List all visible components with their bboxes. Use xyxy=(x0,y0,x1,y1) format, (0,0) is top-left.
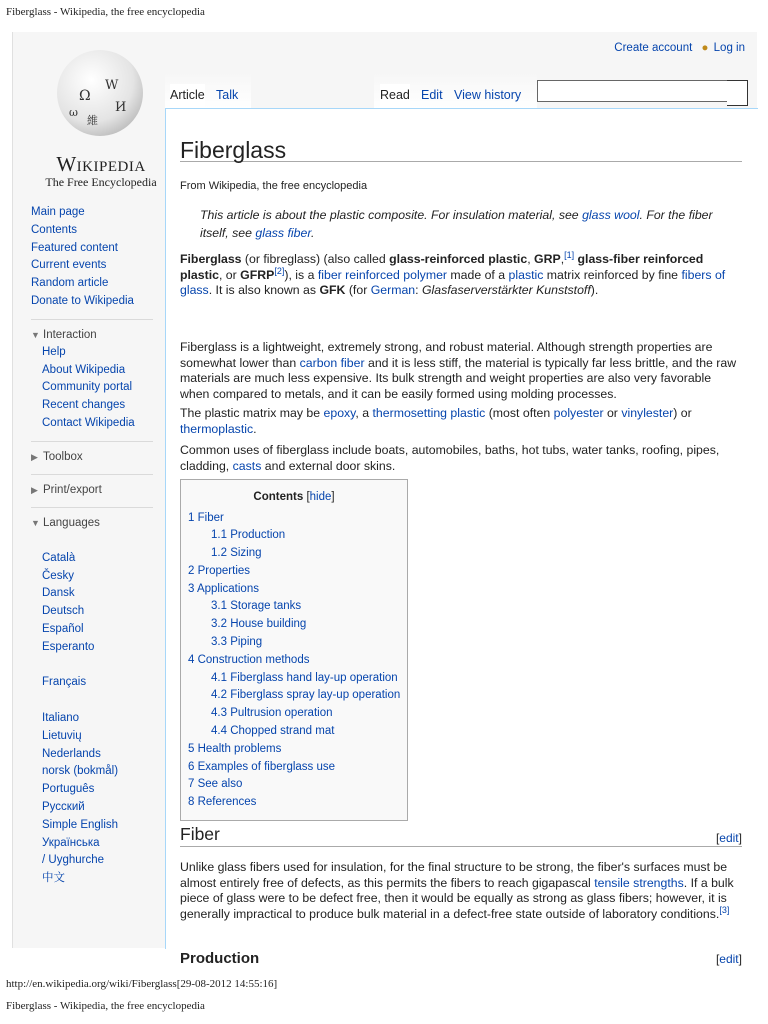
toolbox-toggle[interactable]: ▶ Toolbox xyxy=(31,448,161,466)
language-list xyxy=(31,550,161,888)
search-button[interactable] xyxy=(727,80,748,106)
toc-item[interactable]: 1.1 Production xyxy=(211,529,286,542)
logo-tagline: The Free Encyclopedia xyxy=(45,175,157,189)
link-thermosetting-plastic[interactable]: thermosetting plastic xyxy=(372,406,486,420)
reference-2[interactable]: [2] xyxy=(274,265,285,276)
link-vinylester[interactable]: vinylester xyxy=(621,406,674,420)
triangle-right-icon: ▶ xyxy=(31,484,38,495)
paragraph-properties-summary: Fiberglass is a lightweight, extremely strong, and robust material. Although strength properties are somewhat lower than carbon fiber and it is less stiff, the material is typically far less brittle, and the raw materials are much less expensive. Its bulk strength and weight properties are also very favorable when compared to metals, and it can be easily formed using molding processes. xyxy=(180,340,737,401)
tab-read[interactable]: Read xyxy=(380,84,410,110)
site-subtitle: From Wikipedia, the free encyclopedia xyxy=(180,180,368,192)
language-link[interactable]: Català xyxy=(42,551,76,564)
sidebar-item-recent-changes[interactable]: Recent changes xyxy=(42,399,126,412)
interaction-toggle[interactable]: ▼ Interaction xyxy=(31,326,161,344)
language-link xyxy=(42,657,161,675)
toc-list xyxy=(188,510,407,813)
link-fibers-of-glass[interactable]: fibers of glass xyxy=(180,267,726,298)
globe-glyph: ω xyxy=(69,106,78,119)
toc-item[interactable]: 3 Applications xyxy=(188,582,259,595)
browser-page xyxy=(12,32,757,967)
sidebar-item-contents[interactable]: Contents xyxy=(31,223,78,236)
link-thermoplastic[interactable]: thermoplastic xyxy=(180,421,254,436)
sidebar-item-main-page[interactable]: Main page xyxy=(31,206,85,218)
lead-paragraph: Fiberglass (or fibreglass) (also called glass-reinforced plastic, GRP,[1] glass-fiber reinforced plastic, or GFRP[2]), is a fiber reinforced polymer made of a plastic matrix reinforced by fine fibers of glass. It is also known as GFK (for German: Glasfaserverstärkter Kunststoff). xyxy=(180,249,726,298)
tab-talk[interactable]: Talk xyxy=(216,88,239,102)
language-link[interactable]: / Uyghurche xyxy=(42,854,105,867)
sidebar-item-donate[interactable]: Donate to Wikipedia xyxy=(31,294,134,307)
toc-item[interactable]: 4.2 Fiberglass spray lay-up operation xyxy=(211,689,401,702)
sidebar-item-random-article[interactable]: Random article xyxy=(31,277,109,290)
link-glass-fiber[interactable]: glass fiber xyxy=(255,226,311,240)
puzzle-globe-icon xyxy=(57,50,143,136)
triangle-down-icon: ▼ xyxy=(31,329,40,340)
sidebar-divider xyxy=(31,441,153,442)
search-input[interactable] xyxy=(537,80,729,102)
language-link[interactable]: Deutsch xyxy=(42,605,85,618)
globe-glyph: И xyxy=(115,100,127,115)
link-plastic[interactable]: plastic xyxy=(508,267,544,282)
content-area xyxy=(165,108,758,967)
sidebar-item-featured-content[interactable]: Featured content xyxy=(31,241,118,254)
sidebar-item-current-events[interactable]: Current events xyxy=(31,259,107,272)
wikipedia-wordmark: Wikipedia xyxy=(56,152,146,176)
sidebar-item-about[interactable]: About Wikipedia xyxy=(42,363,126,376)
toc-hide-link[interactable]: hide xyxy=(309,491,332,503)
languages-toggle[interactable]: ▼ Languages xyxy=(31,514,161,532)
toc-title: Contents [hide] xyxy=(253,491,335,503)
toc-item[interactable]: 4 Construction methods xyxy=(188,653,310,666)
print-export-toggle[interactable]: ▶ Print/export xyxy=(31,481,161,499)
language-link[interactable]: norsk (bokmål) xyxy=(42,765,119,778)
triangle-right-icon: ▶ xyxy=(31,451,38,462)
language-link[interactable]: Español xyxy=(42,622,84,635)
globe-glyph: Ω xyxy=(79,88,91,104)
sidebar-divider xyxy=(31,507,153,508)
toc-item[interactable]: 3.3 Piping xyxy=(211,636,263,649)
language-link[interactable]: Українська xyxy=(42,836,100,849)
link-glass-wool[interactable]: glass wool xyxy=(582,208,640,222)
toc-item[interactable]: 2 Properties xyxy=(188,564,251,577)
toc-item[interactable]: 7 See also xyxy=(188,778,243,791)
login-link[interactable]: Log in xyxy=(713,42,745,54)
hatnote: This article is about the plastic composite. For insulation material, see glass wool. For the fiber itself, see glass fiber. xyxy=(200,208,713,240)
section-heading-production: Production [edit] xyxy=(180,950,742,967)
toc-item[interactable]: 6 Examples of fiberglass use xyxy=(188,760,336,773)
edit-section-production[interactable]: edit xyxy=(719,952,739,966)
tab-view-history[interactable]: View history xyxy=(454,88,522,102)
language-link[interactable]: Dansk xyxy=(42,587,75,600)
personal-links xyxy=(614,42,745,54)
reference-3[interactable]: [3] xyxy=(719,904,730,915)
sidebar-item-contact[interactable]: Contact Wikipedia xyxy=(42,416,135,429)
language-link[interactable]: Česky xyxy=(42,569,74,582)
toc-item[interactable]: 1 Fiber xyxy=(188,511,224,524)
toc-item[interactable]: 4.4 Chopped strand mat xyxy=(211,725,335,738)
link-epoxy[interactable]: epoxy xyxy=(323,406,356,420)
toc-item[interactable]: 1.2 Sizing xyxy=(211,547,262,560)
language-link[interactable]: Simple English xyxy=(42,818,119,831)
page-title: Fiberglass xyxy=(180,143,742,162)
paragraph-fiber: Unlike glass fibers used for insulation, for the final structure to be strong, the fiber's surfaces must be almost entirely free of defects, as this permits the fibers to reach gigapascal tensile strengths. If a bulk piece of glass were to be defect free, then it would be equally as strong as glass fibers; however, it is generally impractical to produce bulk material in a defect-free state outside of laboratory conditions.[3] xyxy=(180,860,734,921)
paragraph-matrix: The plastic matrix may be epoxy, a thermosetting plastic (most often polyester or vinylester) or thermoplastic. xyxy=(180,406,692,436)
globe-glyph: W xyxy=(105,78,119,93)
section-heading-fiber: Fiber [edit] xyxy=(180,824,742,845)
link-casts[interactable]: casts xyxy=(232,458,262,473)
toc-item[interactable]: 3.2 House building xyxy=(211,618,307,631)
language-link[interactable]: Esperanto xyxy=(42,640,95,653)
sidebar xyxy=(31,204,161,888)
print-header: Fiberglass - Wikipedia, the free encyclopedia xyxy=(6,6,205,18)
tab-article[interactable]: Article xyxy=(170,84,205,110)
language-link[interactable]: Italiano xyxy=(42,711,80,724)
toc-item[interactable]: 4.3 Pultrusion operation xyxy=(211,707,333,720)
create-account-link[interactable]: Create account xyxy=(614,42,693,54)
user-icon: ● xyxy=(701,42,709,54)
language-link[interactable]: Nederlands xyxy=(42,747,101,760)
sidebar-item-help[interactable]: Help xyxy=(42,345,66,358)
sidebar-item-community-portal[interactable]: Community portal xyxy=(42,381,133,394)
language-link[interactable]: Русский xyxy=(42,800,85,813)
wikipedia-logo[interactable] xyxy=(33,44,173,189)
tab-edit[interactable]: Edit xyxy=(421,88,443,102)
print-footer-title: Fiberglass - Wikipedia, the free encyclopedia xyxy=(6,1000,205,1012)
language-link[interactable]: 中文 xyxy=(42,872,65,885)
paragraph-uses: Common uses of fiberglass include boats, automobiles, baths, hot tubs, water tanks, roofing, pipes, cladding, casts and external door skins. xyxy=(180,443,720,473)
toc-item[interactable]: 4.1 Fiberglass hand lay-up operation xyxy=(211,671,398,684)
print-footer-url: http://en.wikipedia.org/wiki/Fiberglass[29-08-2012 14:55:16] xyxy=(6,978,278,990)
language-link[interactable]: Português xyxy=(42,783,95,796)
toc-item[interactable]: 8 References xyxy=(188,796,257,809)
globe-glyph: 維 xyxy=(87,114,98,127)
link-fiber-reinforced-polymer[interactable]: fiber reinforced polymer xyxy=(317,267,447,282)
toc-item[interactable]: 5 Health problems xyxy=(188,742,282,755)
link-german[interactable]: German xyxy=(370,283,416,298)
reference-1[interactable]: [1] xyxy=(564,249,575,260)
language-link[interactable]: Lietuvių xyxy=(42,729,82,742)
link-polyester[interactable]: polyester xyxy=(553,406,604,420)
link-carbon-fiber[interactable]: carbon fiber xyxy=(299,355,365,370)
triangle-down-icon: ▼ xyxy=(31,517,40,528)
toc-item[interactable]: 3.1 Storage tanks xyxy=(211,600,302,613)
table-of-contents xyxy=(180,479,408,821)
sidebar-divider xyxy=(31,474,153,475)
language-link xyxy=(42,692,161,710)
link-tensile-strengths[interactable]: tensile strengths xyxy=(594,875,684,890)
language-link[interactable]: Français xyxy=(42,676,87,689)
edit-section-fiber[interactable]: edit xyxy=(719,831,739,845)
sidebar-divider xyxy=(31,319,153,320)
